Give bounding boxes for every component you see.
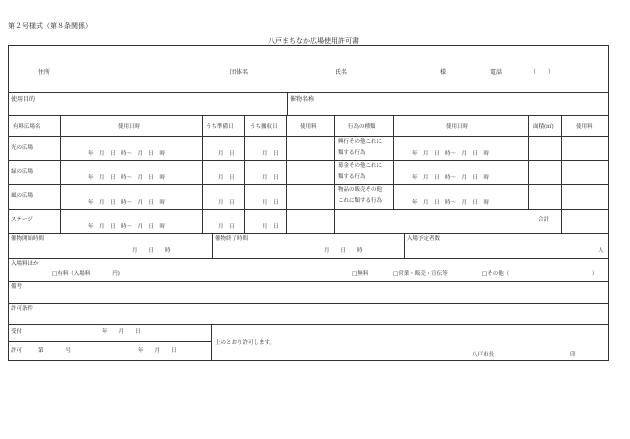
date-range: 年 月 日 時〜 月 日 時 — [88, 175, 166, 181]
form-number: 第２号様式（第８条関係） — [8, 22, 92, 30]
admission-label: 入場料ほか — [11, 261, 39, 267]
open-time-label: 催物開始時間 — [11, 236, 45, 242]
date-range: 年 月 日 時〜 月 日 時 — [412, 151, 490, 157]
area-stage: ステージ — [11, 217, 33, 223]
remarks-label: 備考 — [11, 284, 23, 290]
open-time: 月 日 時 — [132, 248, 171, 254]
col-prep-days: うち準備日 — [206, 124, 234, 130]
col-datetime2: 使用日時 — [446, 124, 469, 130]
act-type-line: 類する行為 — [338, 150, 366, 156]
date-range: 年 月 日 時〜 月 日 時 — [412, 200, 490, 206]
visitors-label: 入場予定者数 — [407, 236, 441, 242]
col-fee2: 使用料 — [576, 124, 593, 130]
persons-unit: 人 — [598, 248, 604, 254]
date-range: 年 月 日 時〜 月 日 時 — [88, 224, 166, 230]
area-midori: 緑の広場 — [11, 169, 34, 175]
act-type-line: 募金その他これに — [338, 163, 383, 169]
permit-date: 年 月 日 — [138, 348, 177, 354]
prep-date: 月 日 — [218, 151, 235, 157]
area-kaze: 風の広場 — [11, 193, 34, 199]
admission-close-paren: ） — [592, 271, 598, 277]
removal-date: 月 日 — [262, 151, 279, 157]
name-label: 氏名 — [335, 69, 348, 76]
date-range: 年 月 日 時〜 月 日 時 — [88, 151, 166, 157]
area-hikari: 光の広場 — [11, 145, 34, 151]
date-range: 年 月 日 時〜 月 日 時 — [412, 175, 490, 181]
col-datetime: 使用日時 — [118, 124, 141, 130]
prep-date: 月 日 — [218, 224, 235, 230]
permit-number: 第 号 — [38, 348, 72, 354]
form-title: 八戸まちなか広場使用許可書 — [268, 37, 359, 45]
col-removal-days: うち撤収日 — [250, 124, 278, 130]
removal-date: 月 日 — [262, 175, 279, 181]
purpose-label: 使用目的 — [11, 96, 36, 103]
col-act-type: 行為の種類 — [348, 124, 376, 130]
col-area: 有料広場名 — [13, 124, 41, 130]
close-time-label: 催物終了時間 — [215, 236, 249, 242]
col-area-size: 面積(㎡) — [533, 124, 554, 130]
total-label: 合計 — [538, 217, 550, 223]
date-range: 年 月 日 時〜 月 日 時 — [88, 200, 166, 206]
conditions-label: 許可条件 — [11, 306, 34, 312]
received-label: 受付 — [11, 329, 23, 335]
act-type-line: 類する行為 — [338, 174, 366, 180]
admission-free-checkbox[interactable]: □無料 — [352, 271, 369, 277]
sama-label: 様 — [440, 69, 447, 76]
event-name-label: 催物名称 — [290, 96, 315, 103]
phone-label: 電話 — [490, 69, 503, 76]
act-type-line: 物品の販売その他 — [338, 187, 383, 193]
act-type-line: 興行その他これに — [338, 139, 383, 145]
prep-date: 月 日 — [218, 175, 235, 181]
col-fee: 使用料 — [300, 124, 317, 130]
prep-date: 月 日 — [218, 200, 235, 206]
address-label: 住所 — [38, 69, 51, 76]
removal-date: 月 日 — [262, 200, 279, 206]
removal-date: 月 日 — [262, 224, 279, 230]
seal-label: 印 — [570, 352, 576, 358]
permit-label: 許可 — [11, 348, 23, 354]
close-time: 月 日 時 — [324, 248, 363, 254]
mayor-label: 八戸市長 — [472, 352, 495, 358]
phone-parens: （ ） — [530, 69, 555, 76]
received-date: 年 月 日 — [102, 329, 141, 335]
admission-other-checkbox[interactable]: □その他（ — [482, 271, 510, 277]
act-type-line: これに類する行為 — [338, 198, 383, 204]
org-label: 団体名 — [230, 69, 249, 76]
admission-commerce-checkbox[interactable]: □営業・販売・宣伝等 — [393, 271, 448, 277]
admission-paid-checkbox[interactable]: □有料（入場料 円) — [52, 271, 120, 277]
permit-statement: 上のとおり許可します。 — [215, 340, 276, 346]
